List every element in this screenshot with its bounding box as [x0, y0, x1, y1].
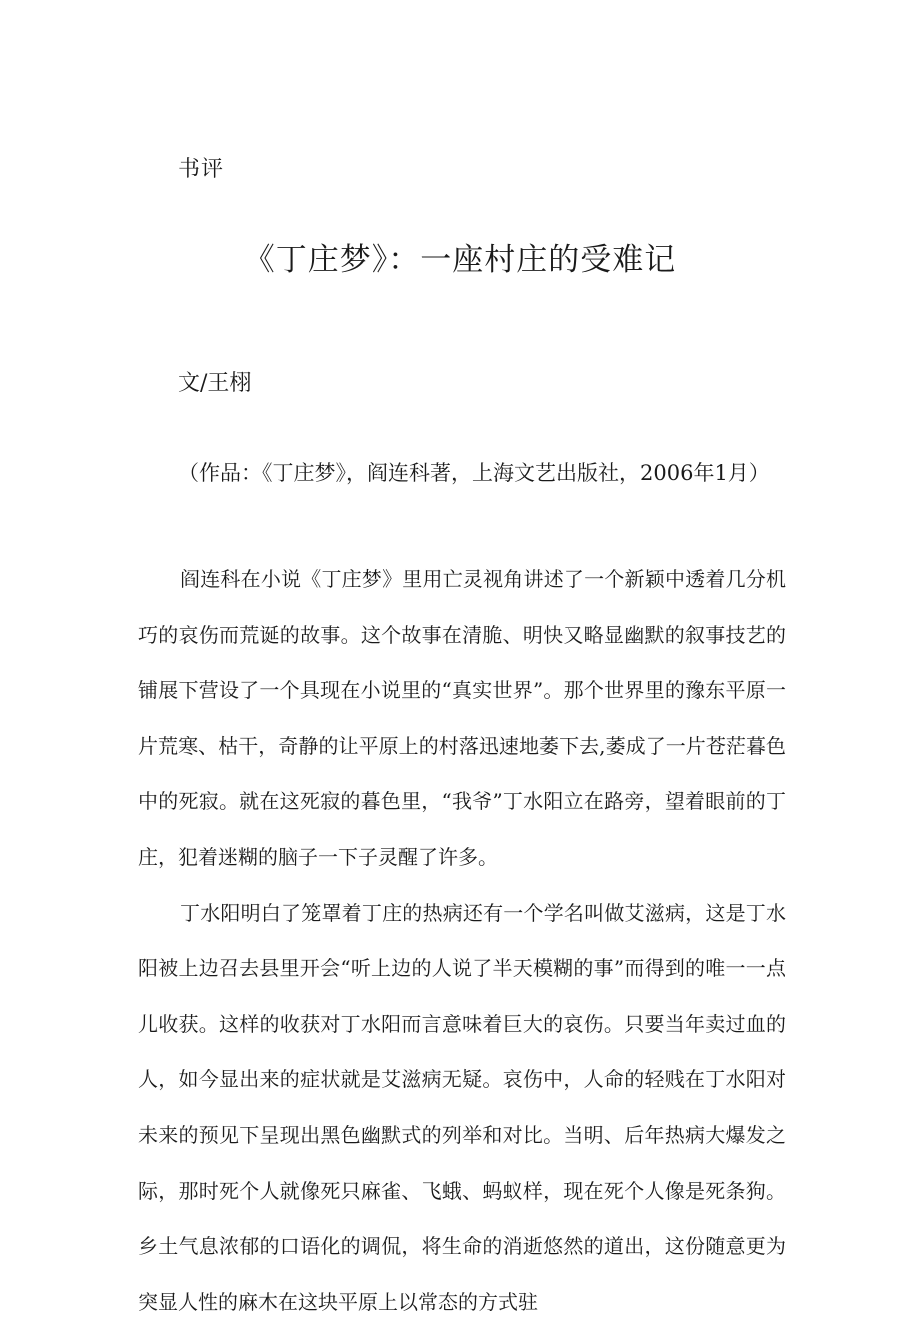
article-title: 《丁庄梦》：一座村庄的受难记	[243, 242, 677, 278]
paragraph-2: 丁水阳明白了笼罩着丁庄的热病还有一个学名叫做艾滋病，这是丁水阳被上边召去县里开会“听上边的人说了半天模糊的事”而得到的唯一一点儿收获。这样的收获对丁水阳而言意味着巨大的哀伤。只要当年卖过血的人，如今显出来的症状就是艾滋病无疑。哀伤中，人命的轻贱在丁水阳对未来的预见下呈现出黑色幽默式的列举和对比。当明、后年热病大爆发之际，那时死个人就像死只麻雀、飞蛾、蚂蚁样，现在死个人像是死条狗。乡土气息浓郁的口语化的调侃，将生命的消逝悠然的道出，这份随意更为突显人性的麻木在这块平原上以常态的方式驻	[138, 900, 786, 1314]
section-label: 书评	[178, 157, 225, 182]
work-info: （作品：《丁庄梦》，阎连科著，上海文艺出版社，2006年1月）	[178, 461, 770, 485]
paragraph-1: 阎连科在小说《丁庄梦》里用亡灵视角讲述了一个新颖中透着几分机巧的哀伤而荒诞的故事。这个故事在清脆、明快又略显幽默的叙事技艺的铺展下营设了一个具现在小说里的“真实世界”。那个世界里的豫东平原一片荒寒、枯干，奇静的让平原上的村落迅速地萎下去,萎成了一片苍茫暮色中的死寂。就在这死寂的暮色里，“我爷”丁水阳立在路旁，望着眼前的丁庄，犯着迷糊的脑子一下子灵醒了许多。	[138, 567, 786, 869]
article-body	[138, 552, 786, 1330]
author-byline: 文/王栩	[178, 371, 252, 396]
